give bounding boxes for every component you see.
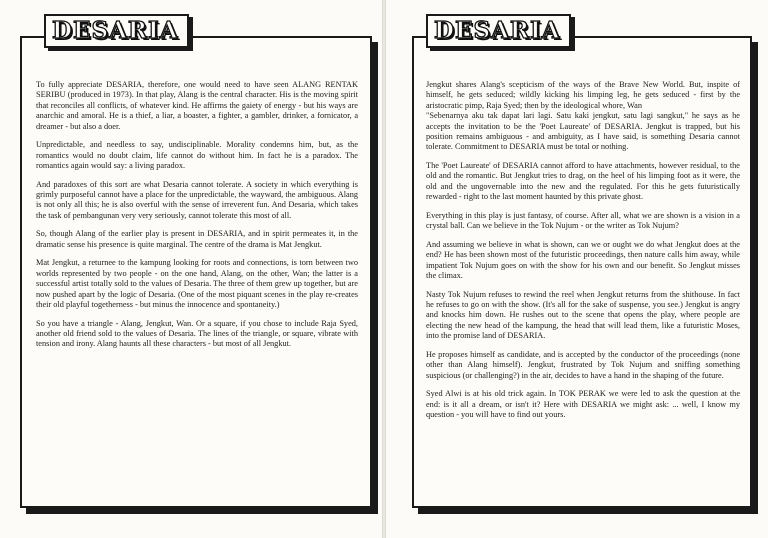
right-page-title: DESARIA: [434, 17, 561, 44]
right-paragraph: Everything in this play is just fantasy, of course. After all, what we are shown is a vision in a crystal ball. Can we believe in the Tok Nujum - or the writer as Tok Nujum?: [426, 210, 740, 231]
left-body-text: [36, 80, 358, 358]
right-intro-paragraph: Jengkut shares Alang's scepticism of the ways of the Brave New World. But, inspite of himself, he gets seduced; wildly kicking his limping leg, he gets seduced - first by the aristocratic pimp, Raja Syed; then by the ideological whore, Wan: [426, 80, 740, 110]
left-paragraph: Mat Jengkut, a returnee to the kampung looking for roots and connections, is torn between two worlds represented by two people - on the one hand, Alang, on the other, Wan; the latter is a successful artist totally sold to the values of Desaria. The three of them grew up together, but are now pushed apart by the logic of Desaria. (One of the most piquant scenes in the play re-creates their old playful togetherness - but minus the innocence and spontaneity.): [36, 258, 358, 310]
left-title-box: [44, 14, 189, 48]
right-page: [386, 0, 768, 538]
right-body-text: [426, 80, 740, 429]
left-page: [0, 0, 383, 538]
left-page-title: DESARIA: [52, 17, 179, 44]
left-paragraph: So you have a triangle - Alang, Jengkut, Wan. Or a square, if you chose to include Raja Syed, another old friend sold to the values of Desaria. The lines of the triangle, or square, vibrate with tension and irony. Alang haunts all these characters - but most of all Jengkut.: [36, 318, 358, 349]
left-paragraph: And paradoxes of this sort are what Desaria cannot tolerate. A society in which everything is grimly purposeful cannot have a place for the unpredictable, the wayward, the ambiguous. Alang is not only all this; he is also overful with the sense of irreverent fun. And Desaria, which takes the task of pembangunan very very seriously, cannot tolerate this most of all.: [36, 179, 358, 220]
right-title-box: [426, 14, 571, 48]
left-text-frame: [20, 36, 372, 508]
right-quote-paragraph: "Sebenarnya aku tak dapat lari lagi. Satu kaki jengkut, satu lagi sangkut," he says as he accepts the invitation to be the 'Poet Laureate' of DESARIA. Jengkut is trapped, but his position remains ambiguous - and ambiguity, as I have said, is something Desaria cannot tolerate. Commitment to DESARIA must be total or nothing.: [426, 111, 740, 152]
left-paragraph: Unpredictable, and needless to say, undisciplinable. Morality condemns him, but, as the romantics would no doubt claim, life cannot do without him. In fact he is a paradox. The romantics again would say: a living paradox.: [36, 140, 358, 171]
right-paragraph: Syed Alwi is at his old trick again. In TOK PERAK we were led to ask the question at the end: is it all a dream, or isn't it? Here with DESARIA we might ask: ... well, I know my question - you will have to find out yours.: [426, 389, 740, 420]
right-paragraph: Nasty Tok Nujum refuses to rewind the reel when Jengkut returns from the shithouse. In fact he refuses to go on with the show. (It's all for the sake of suspense, you see.) Jengkut is angry and knocks him down. He rushes out to the scene that opens the play, where people are electing the new head of the kampung, the head that will lead them, like a futuristic Moses, into the promise land of DESARIA.: [426, 289, 740, 341]
right-paragraph: And assuming we believe in what is shown, can we or ought we do what Jengkut does at the end? He has been shown most of the futuristic proceedings, then nature calls him away, while impatient Tok Nujum goes on with the show for his own and our benefit. So Jengkut misses the climax.: [426, 239, 740, 281]
left-paragraph: To fully appreciate DESARIA, therefore, one would need to have seen ALANG RENTAK SERIBU (produced in 1973). In that play, Alang is the central character. His is the moving spirit that reconciles all conflicts, of whatever kind. He affirms the gaiety of energy - but his ways are anarchic and amoral. He is a thief, a liar, a boaster, a fighter, a gambler, drinker, a fornicator, a dreamer - but also a doer.: [36, 80, 358, 131]
right-paragraph: The 'Poet Laureate' of DESARIA cannot afford to have attachments, however residual, to the old and the romantic. But Jengkut tries to drag, on the heel of his limping foot as it were, the old and the ungovernable into the new and the regulated. For this he gets futuristically rewarded - right to the last moment haunted by this private ghost.: [426, 161, 740, 202]
right-text-frame: [412, 36, 752, 508]
left-paragraph: So, though Alang of the earlier play is present in DESARIA, and in spirit permeates it, in the dramatic sense his presence is quite marginal. The centre of the drama is Mat Jengkut.: [36, 229, 358, 249]
right-paragraph: He proposes himself as candidate, and is accepted by the conductor of the proceedings (none other than Alang himself). Jengkut, frustrated by Tok Nujum and sniffing something suspicious (or challenging?) in the air, decides to have a hand in the shaping of the future.: [426, 349, 740, 380]
